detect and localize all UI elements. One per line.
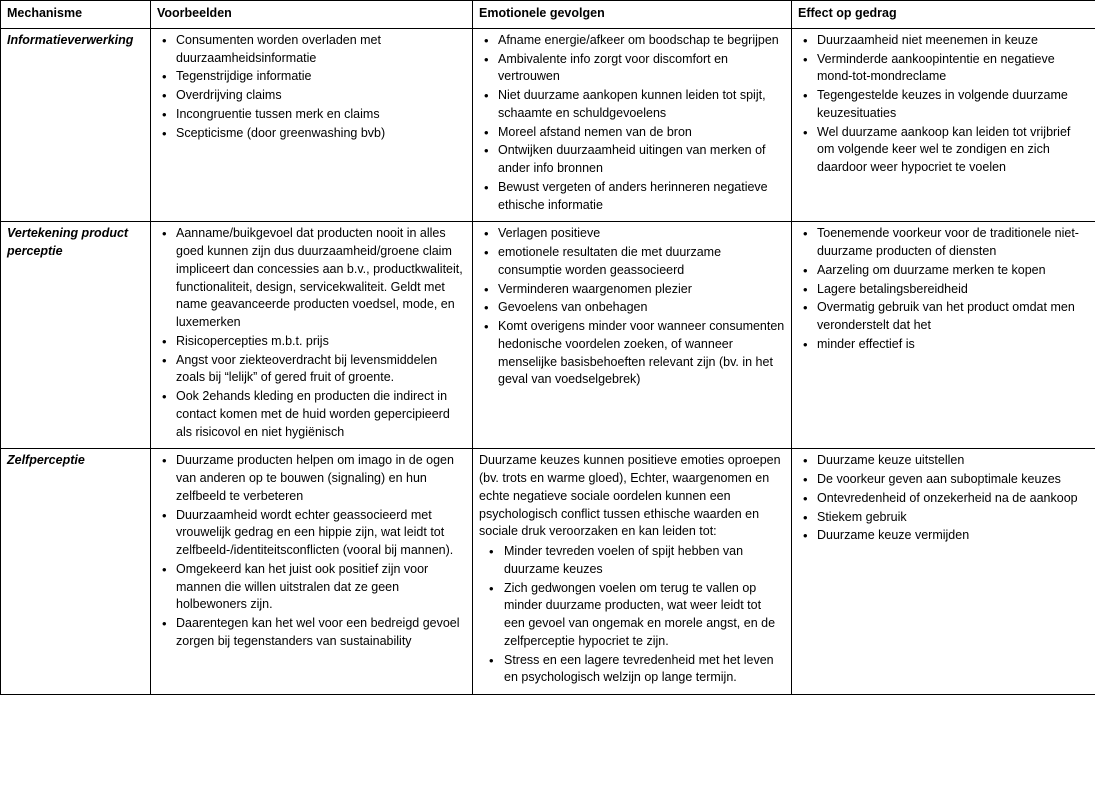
examples-cell — [151, 222, 473, 449]
column-header-emotionele-gevolgen: Emotionele gevolgen — [473, 1, 792, 29]
list-item: • Daarentegen kan het wel voor een bedreigd gevoel zorgen bij tegenstanders van sustainability — [174, 615, 466, 651]
behaviour-effect-cell — [792, 449, 1095, 695]
list-item: • Verlagen positieve — [496, 225, 785, 243]
list-item: • Overmatig gebruik van het product omdat men veronderstelt dat het — [815, 299, 1089, 335]
list-item: • Duurzame keuze uitstellen — [815, 452, 1089, 470]
list-item: • Bewust vergeten of anders herinneren negatieve ethische informatie — [496, 179, 785, 215]
emotional-consequences-cell — [473, 222, 792, 449]
list-item: • Consumenten worden overladen met duurzaamheidsinformatie — [174, 32, 466, 68]
list-item: • Ambivalente info zorgt voor discomfort en vertrouwen — [496, 51, 785, 87]
list-item: • minder effectief is — [815, 336, 1089, 354]
list-item: • Ontevredenheid of onzekerheid na de aankoop — [815, 490, 1089, 508]
list-item: • emotionele resultaten die met duurzame consumptie worden geassocieerd — [496, 244, 785, 280]
column-header-voorbeelden: Voorbeelden — [151, 1, 473, 29]
list-item: • Minder tevreden voelen of spijt hebben van duurzame keuzes — [502, 543, 785, 579]
list-item: • Verminderen waargenomen plezier — [496, 281, 785, 299]
emotional-consequences-cell — [473, 449, 792, 695]
behaviour-effect-cell — [792, 222, 1095, 449]
list-item: • Gevoelens van onbehagen — [496, 299, 785, 317]
behaviour-list — [798, 225, 1089, 353]
examples-cell — [151, 28, 473, 222]
list-item: • Stress en een lagere tevredenheid met het leven en psychologisch welzijn op lange termijn. — [502, 652, 785, 688]
list-item: • Aanname/buikgevoel dat producten nooit in alles goed kunnen zijn dus duurzaamheid/groene claim impliceert dan concessies aan b.v., productkwaliteit, functionaliteit, design, servicekwaliteit. Geldt met name geavanceerde producten voedsel, mode, en luxemerken — [174, 225, 466, 332]
behaviour-list — [798, 32, 1089, 177]
table-header-row — [1, 1, 1095, 29]
list-item: • Duurzame producten helpen om imago in de ogen van anderen op te bouwen (signaling) en hun zelfbeeld te verbeteren — [174, 452, 466, 505]
list-item: • Zich gedwongen voelen om terug te vallen op minder duurzame producten, wat weer leidt tot een gevoel van ongemak en morele angst, en de zelfperceptie hypocriet te zijn. — [502, 580, 785, 651]
column-header-effect-op-gedrag: Effect op gedrag — [792, 1, 1095, 29]
list-item: • Angst voor ziekteoverdracht bij levensmiddelen zoals bij “lelijk” of gered fruit of groente. — [174, 352, 466, 388]
list-item: • Wel duurzame aankoop kan leiden tot vrijbrief om volgende keer wel te zondigen en zich daardoor weer hypocriet te voelen — [815, 124, 1089, 177]
emotional-list — [479, 32, 785, 215]
table-row — [1, 449, 1095, 695]
list-item: • Overdrijving claims — [174, 87, 466, 105]
list-item: • Toenemende voorkeur voor de traditionele niet-duurzame producten of diensten — [815, 225, 1089, 261]
emotional-list — [479, 543, 785, 687]
list-item: • Afname energie/afkeer om boodschap te begrijpen — [496, 32, 785, 50]
examples-list — [157, 225, 466, 441]
table-row — [1, 222, 1095, 449]
list-item: • Lagere betalingsbereidheid — [815, 281, 1089, 299]
behaviour-effect-cell — [792, 28, 1095, 222]
list-item: • Duurzame keuze vermijden — [815, 527, 1089, 545]
list-item: • Stiekem gebruik — [815, 509, 1089, 527]
list-item: • Ontwijken duurzaamheid uitingen van merken of ander info bronnen — [496, 142, 785, 178]
emotional-intro-paragraph: Duurzame keuzes kunnen positieve emoties oproepen (bv. trots en warme gloed), Echter, waargenomen en echte negatieve sociale oordelen kunnen een psychologisch conflict tussen ethische waarden en sociale druk veroorzaken en kan leiden tot: — [479, 453, 781, 539]
examples-list — [157, 452, 466, 650]
examples-cell — [151, 449, 473, 695]
list-item: • Tegengestelde keuzes in volgende duurzame keuzesituaties — [815, 87, 1089, 123]
list-item: • De voorkeur geven aan suboptimale keuzes — [815, 471, 1089, 489]
list-item: • Aarzeling om duurzame merken te kopen — [815, 262, 1089, 280]
list-item: • Duurzaamheid niet meenemen in keuze — [815, 32, 1089, 50]
behaviour-list — [798, 452, 1089, 545]
emotional-list — [479, 225, 785, 389]
list-item: • Ook 2ehands kleding en producten die indirect in contact komen met de huid worden gepercipieerd als risicovol en niet hygiënisch — [174, 388, 466, 441]
list-item: • Komt overigens minder voor wanneer consumenten hedonische voordelen zoeken, of wanneer menselijke basisbehoeften relevant zijn (bv. in het geval van voedselgebrek) — [496, 318, 785, 389]
examples-list — [157, 32, 466, 143]
list-item: • Tegenstrijdige informatie — [174, 68, 466, 86]
list-item: • Verminderde aankoopintentie en negatieve mond-tot-mondreclame — [815, 51, 1089, 87]
mechanism-name: Informatieverwerking — [1, 28, 151, 222]
mechanism-name: Zelfperceptie — [1, 449, 151, 695]
column-header-mechanisme: Mechanisme — [1, 1, 151, 29]
mechanism-name: Vertekening product perceptie — [1, 222, 151, 449]
list-item: • Niet duurzame aankopen kunnen leiden tot spijt, schaamte en schuldgevoelens — [496, 87, 785, 123]
list-item: • Omgekeerd kan het juist ook positief zijn voor mannen die willen uitstralen dat ze geen holbewoners zijn. — [174, 561, 466, 614]
table-row — [1, 28, 1095, 222]
list-item: • Risicopercepties m.b.t. prijs — [174, 333, 466, 351]
emotional-consequences-cell — [473, 28, 792, 222]
list-item: • Incongruentie tussen merk en claims — [174, 106, 466, 124]
list-item: • Scepticisme (door greenwashing bvb) — [174, 125, 466, 143]
list-item: • Duurzaamheid wordt echter geassocieerd met vrouwelijk gedrag en een hippie zijn, wat leidt tot zelfbeeld-/identiteitsconflicten (vooral bij mannen). — [174, 507, 466, 560]
list-item: • Moreel afstand nemen van de bron — [496, 124, 785, 142]
